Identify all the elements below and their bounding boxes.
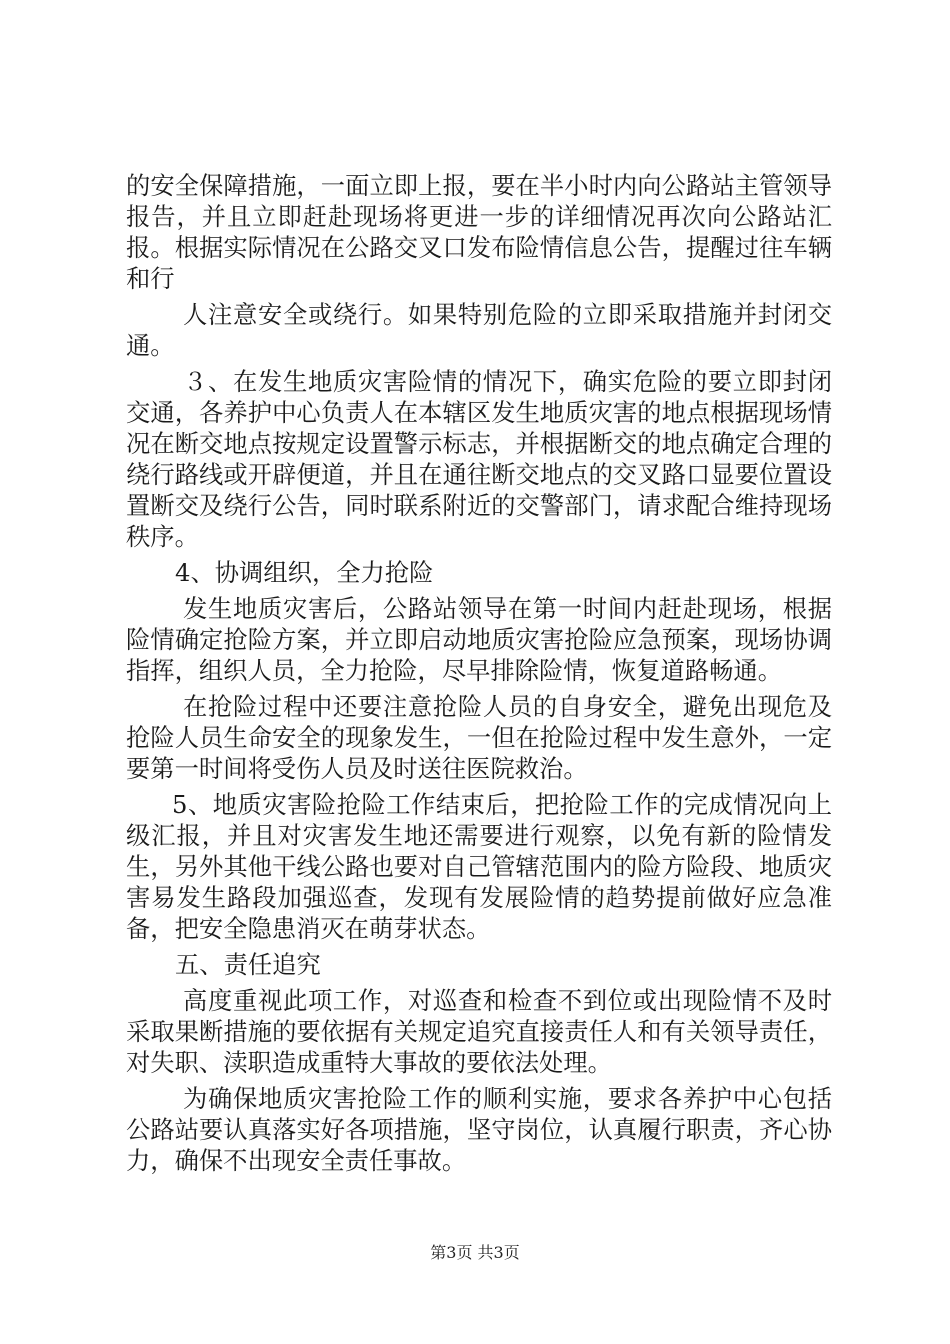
paragraph-after-disaster: 发生地质灾害后，公路站领导在第一时间内赶赴现场，根据险情确定抢险方案，并立即启动地质灾害抢险应急预案，现场协调指挥，组织人员，全力抢险，尽早排除险情，恢复道路畅通。 (126, 594, 832, 685)
paragraph-item-5: 5、地质灾害险抢险工作结束后，把抢险工作的完成情况向上级汇报，并且对灾害发生地还需要进行观察，以免有新的险情发生，另外其他干线公路也要对自己管辖范围内的险方险段、地质灾害易发生路段加强巡查，发现有发展险情的趋势提前做好应急准备，把安全隐患消灭在萌芽状态。 (126, 790, 832, 943)
page-number-footer: 第3页 共3页 (430, 1243, 520, 1262)
heading-item-4: 4、协调组织，全力抢险 (175, 558, 434, 587)
paragraph-rescuer-safety: 在抢险过程中还要注意抢险人员的自身安全，避免出现危及抢险人员生命安全的现象发生，一但在抢险过程中发生意外，一定要第一时间将受伤人员及时送往医院救治。 (126, 692, 832, 783)
paragraph-item-3: ３、在发生地质灾害险情的情况下，确实危险的要立即封闭交通，各养护中心负责人在本辖区发生地质灾害的地点根据现场情况在断交地点按规定设置警示标志，并根据断交的地点确定合理的绕行路线或开辟便道，并且在通往断交地点的交叉路口显要位置设置断交及绕行公告，同时联系附近的交警部门，请求配合维持现场秩序。 (126, 367, 832, 551)
paragraph-safety-measures: 的安全保障措施，一面立即上报，要在半小时内向公路站主管领导报告，并且立即赶赴现场将更进一步的详细情况再次向公路站汇报。根据实际情况在公路交叉口发布险情信息公告，提醒过往车辆和行 (126, 171, 832, 293)
paragraph-pedestrian-notice: 人注意安全或绕行。如果特别危险的立即采取措施并封闭交通。 (126, 300, 832, 360)
paragraph-accountability: 高度重视此项工作，对巡查和检查不到位或出现险情不及时采取果断措施的要依据有关规定追究直接责任人和有关领导责任，对失职、渎职造成重特大事故的要依法处理。 (126, 986, 832, 1077)
paragraph-conclusion: 为确保地质灾害抢险工作的顺利实施，要求各养护中心包括公路站要认真落实好各项措施，坚守岗位，认真履行职责，齐心协力，确保不出现安全责任事故。 (126, 1084, 832, 1175)
document-body (126, 170, 832, 1181)
heading-section-5: 五、责任追究 (175, 950, 321, 979)
